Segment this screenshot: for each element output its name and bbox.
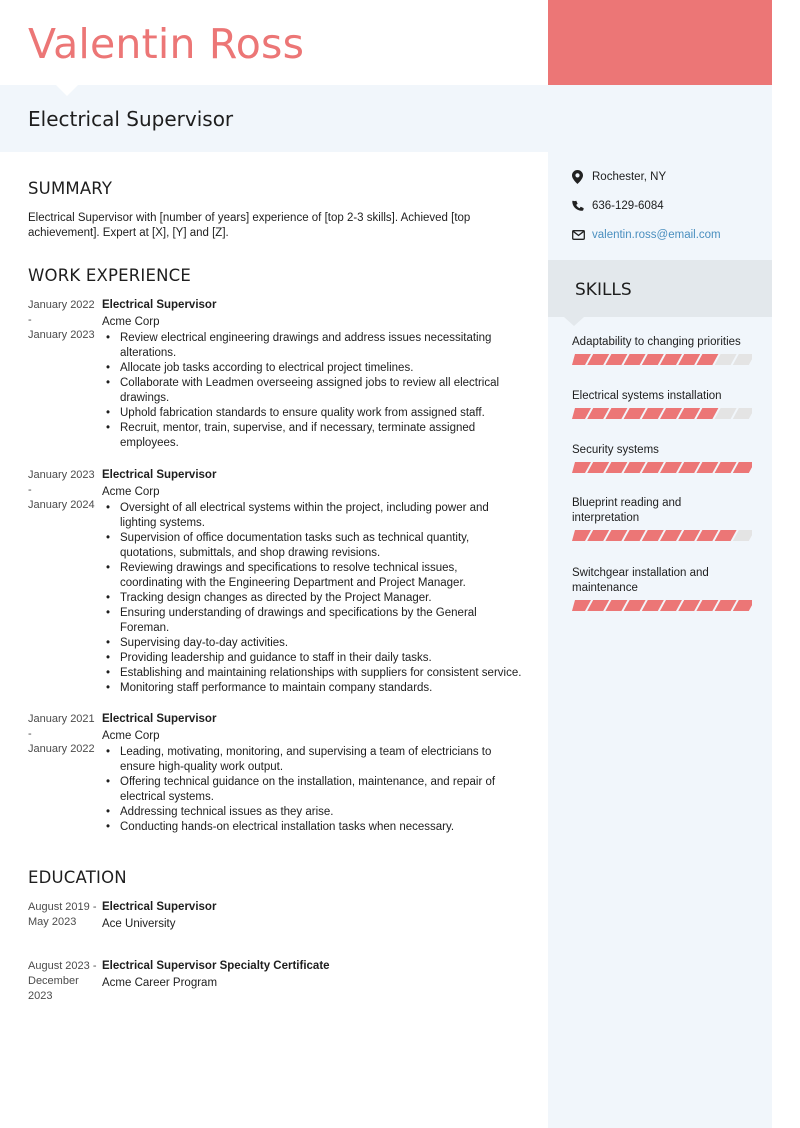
list-item: • Offering technical guidance on the installation, maintenance, and repair of electrical systems. [102,775,522,805]
entry-body [102,900,522,932]
skill-segment-filled [696,354,718,365]
list-item: • Monitoring staff performance to maintain company standards. [102,681,522,696]
skill-segment-filled [587,462,609,473]
list-item: • Allocate job tasks according to electrical project timelines. [102,361,522,376]
skill-segment-filled [678,600,700,611]
list-item: • Recruit, mentor, train, supervise, and if necessary, terminate assigned employees. [102,421,522,451]
skill-segment-filled [605,600,627,611]
entry-org: Acme Career Program [102,977,218,989]
skill-segment-filled [642,408,664,419]
summary-text: Electrical Supervisor with [number of years] experience of [top 2-3 skills]. Achieved [top achievement]. Expert at [X], [Y] and [Z]. [28,212,471,239]
skill-segment-filled [696,530,718,541]
list-item: • Ensuring understanding of drawings and specifications by the General Foreman. [102,606,522,636]
skill-segment-empty [715,354,737,365]
phone-icon [572,200,592,212]
skill-segment-filled [696,462,718,473]
education-heading: EDUCATION [28,868,127,887]
skill-segment-filled [715,462,737,473]
entry-bullets [102,501,522,696]
skill-segment-filled [624,354,646,365]
skill-segment-filled [642,530,664,541]
skill-segment-filled [642,354,664,365]
contact-location [572,170,762,184]
skill-segment-filled [678,462,700,473]
entry-dates [28,712,100,757]
entry-role: Electrical Supervisor [102,469,217,481]
start-date: January 2023 [28,469,95,481]
entry-org: Acme Corp [102,486,160,498]
summary-heading: SUMMARY [28,179,113,198]
skill-segment-filled [660,600,682,611]
skill-segment-filled [642,462,664,473]
list-item: • Reviewing drawings and specifications to resolve technical issues, coordinating with the Engineering Department and Project Manager. [102,561,522,591]
entry-dates [28,298,100,343]
skill-segment-filled [587,408,609,419]
skill-segment-filled [642,600,664,611]
email-link[interactable]: valentin.ross@email.com [592,229,721,241]
skill-segment-filled [678,354,700,365]
skill-rating-bar [572,408,752,419]
entry-role: Electrical Supervisor [102,299,217,311]
skill-segment-filled [587,354,609,365]
contact-phone [572,200,762,212]
skill-segment-filled [696,600,718,611]
entry-org: Acme Corp [102,316,160,328]
skill-segment-filled [660,462,682,473]
skill-segment-filled [587,600,609,611]
skill-segment-filled [660,408,682,419]
list-item: • Establishing and maintaining relationships with suppliers for consistent service. [102,666,522,681]
list-item: • Review electrical engineering drawings and address issues necessitating alterations. [102,331,522,361]
sidebar [548,0,772,1128]
end-date: January 2023 [28,329,95,341]
skill-rating-bar [572,354,752,365]
list-item: • Leading, motivating, monitoring, and supervising a team of electricians to ensure high-quality work output. [102,745,522,775]
list-item: • Supervising day-to-day activities. [102,636,522,651]
entry-dates [28,468,100,513]
skill-item [572,496,762,541]
skill-item [572,335,762,365]
entry-role: Electrical Supervisor [102,713,217,725]
entry-body [102,468,522,696]
list-item: • Addressing technical issues as they arise. [102,805,522,820]
entry-body [102,298,522,451]
list-item: • Collaborate with Leadmen overseeing assigned jobs to review all electrical drawings. [102,376,522,406]
date-separator: - [28,484,32,496]
list-item: • Oversight of all electrical systems within the project, including power and lighting systems. [102,501,522,531]
entry-body [102,959,522,991]
phone-text: 636-129-6084 [592,200,664,212]
skill-segment-filled [605,408,627,419]
skill-name: Blueprint reading and interpretation [572,497,682,524]
skill-segment-filled [715,530,737,541]
title-notch [56,85,78,96]
entry-dates: August 2023 - December 2023 [28,960,97,1002]
skill-segment-filled [624,600,646,611]
skill-name: Switchgear installation and maintenance [572,567,709,594]
entry-org: Ace University [102,918,176,930]
start-date: January 2022 [28,299,95,311]
entry-bullets [102,745,522,835]
skill-item [572,566,762,611]
envelope-icon [572,230,592,240]
skill-rating-bar [572,530,752,541]
sidebar-accent-block [548,0,772,85]
date-separator: - [28,728,32,740]
job-title: Electrical Supervisor [28,107,234,131]
skill-segment-filled [587,530,609,541]
skill-item [572,389,762,419]
skill-segment-filled [605,530,627,541]
entry-role: Electrical Supervisor Specialty Certificate [102,960,330,972]
entry-org: Acme Corp [102,730,160,742]
skill-rating-bar [572,600,752,611]
skill-item [572,443,762,473]
skill-segment-filled [660,530,682,541]
skill-segment-filled [660,354,682,365]
contact-email[interactable] [572,229,762,241]
work-experience-heading: WORK EXPERIENCE [28,266,191,285]
list-item: • Tracking design changes as directed by the Project Manager. [102,591,522,606]
end-date: January 2024 [28,499,95,511]
skills-heading: SKILLS [575,280,632,300]
skills-notch [564,317,584,326]
skill-segment-filled [605,354,627,365]
end-date: January 2022 [28,743,95,755]
skill-name: Security systems [572,444,659,456]
skill-segment-filled [696,408,718,419]
list-item: • Supervision of office documentation tasks such as technical quantity, quotations, submittals, and shop drawing revisions. [102,531,522,561]
entry-role: Electrical Supervisor [102,901,217,913]
skill-name: Adaptability to changing priorities [572,336,741,348]
skill-segment-filled [715,600,737,611]
entry-body [102,712,522,835]
skill-name: Electrical systems installation [572,390,722,402]
skill-segment-filled [624,462,646,473]
list-item: • Conducting hands-on electrical installation tasks when necessary. [102,820,522,835]
entry-bullets [102,331,522,451]
entry-dates: August 2019 - May 2023 [28,901,97,928]
skill-segment-filled [605,462,627,473]
skill-segment-filled [678,530,700,541]
skill-segment-filled [624,530,646,541]
location-text: Rochester, NY [592,171,667,183]
list-item: • Providing leadership and guidance to staff in their daily tasks. [102,651,522,666]
skill-segment-filled [678,408,700,419]
skill-segment-empty [715,408,737,419]
date-separator: - [28,314,32,326]
list-item: • Uphold fabrication standards to ensure quality work from assigned staff. [102,406,522,421]
skill-rating-bar [572,462,752,473]
map-pin-icon [572,170,592,184]
candidate-name: Valentin Ross [28,20,305,68]
start-date: January 2021 [28,713,95,725]
skill-segment-filled [624,408,646,419]
